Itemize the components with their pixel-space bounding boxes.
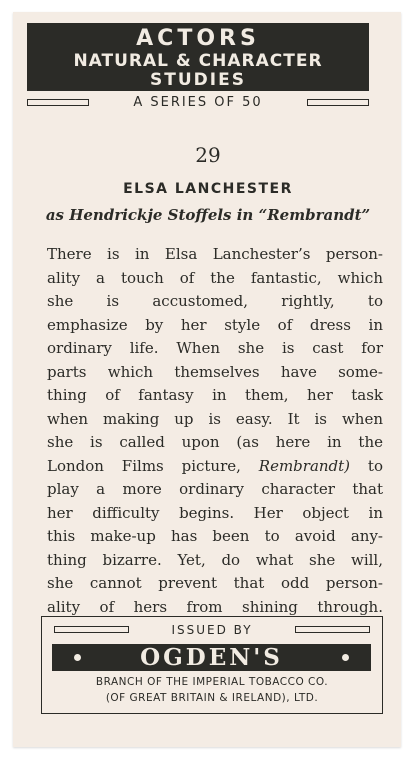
- issuer-box: [41, 616, 383, 714]
- role-prefix: as Hendrickje Stoffels in: [45, 206, 254, 224]
- branch-line-1: BRANCH OF THE IMPERIAL TOBACCO CO.: [95, 676, 329, 688]
- series-title-natural-character: NATURAL & CHARACTER: [73, 51, 323, 71]
- role-film: “Rembrandt”: [258, 206, 371, 224]
- issued-by-label: ISSUED BY: [171, 623, 253, 637]
- issued-by-row: [42, 625, 382, 639]
- card-number: 29: [195, 143, 221, 167]
- description-film-italic: Rembrandt): [258, 456, 351, 475]
- branch-line-2: (OF GREAT BRITAIN & IRELAND), LTD.: [105, 692, 319, 704]
- actor-name: ELSA LANCHESTER: [123, 181, 293, 197]
- description-line: she is called upon (as here in the: [47, 433, 383, 451]
- right-rule-bar: [295, 626, 370, 633]
- description-line-mixed: [47, 455, 383, 479]
- description-fragment: London Films picture,: [47, 456, 241, 475]
- description-line: There is in Elsa Lanchester’s person-: [47, 245, 383, 263]
- series-count-row: [27, 95, 369, 112]
- description-line: emphasize by her style of dress in: [47, 315, 383, 334]
- right-rule-bar: [307, 99, 369, 106]
- bullet-dot-icon: [342, 654, 349, 661]
- bullet-dot-icon: [74, 654, 81, 661]
- description-line: ality a touch of the fantastic, which: [47, 268, 383, 287]
- description-line: this make-up has been to avoid any-: [47, 527, 383, 545]
- role-line: [0, 206, 416, 224]
- description-fragment: to: [367, 456, 383, 475]
- brand-name: OGDEN'S: [140, 644, 283, 671]
- description-line: thing bizarre. Yet, do what she will,: [47, 550, 383, 569]
- description-line: she is accustomed, rightly, to: [47, 292, 383, 310]
- description-line: she cannot prevent that odd person-: [47, 574, 383, 592]
- description-line: ordinary life. When she is cast for: [47, 339, 383, 357]
- description-line: parts which themselves have some-: [47, 362, 383, 381]
- description-line: thing of fantasy in them, her task: [47, 386, 383, 404]
- series-title-actors: ACTORS: [136, 26, 260, 51]
- series-count: A SERIES OF 50: [133, 95, 263, 110]
- series-title-studies: STUDIES: [150, 70, 246, 90]
- card-description: [47, 243, 383, 619]
- description-line: when making up is easy. It is when: [47, 409, 383, 428]
- description-line: play a more ordinary character that: [47, 480, 383, 498]
- series-title-box: [27, 23, 369, 91]
- brand-banner: [52, 644, 371, 671]
- description-line: her difficulty begins. Her object in: [47, 503, 383, 522]
- description-line: ality of hers from shining through.: [47, 597, 383, 616]
